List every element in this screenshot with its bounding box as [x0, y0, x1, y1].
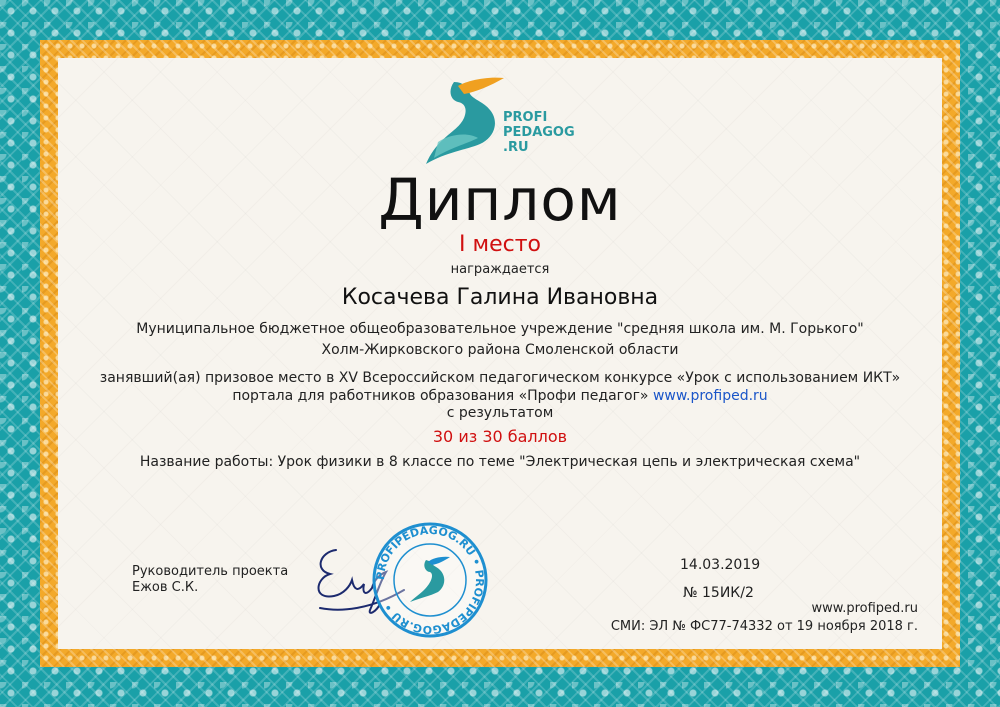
organization-line-1: Муниципальное бюджетное общеобразовательное учреждение "средняя школа им. М. Горького" [136, 321, 864, 337]
site-url: www.profiped.ru [811, 601, 918, 616]
diploma-title: Диплом [378, 166, 622, 234]
recipient-name: Косачева Галина Ивановна [341, 285, 659, 310]
leader-title: Руководитель проекта [132, 564, 289, 579]
portal-link[interactable]: www.profiped.ru [652, 388, 768, 404]
logo-wordmark [503, 110, 583, 155]
contest-line-2 [0, 387, 1000, 405]
logo-line-2: PEDAGOG [503, 125, 575, 140]
stamp-seal [370, 520, 490, 640]
media-registration: СМИ: ЭЛ № ФС77-74332 от 19 ноября 2018 г. [610, 619, 918, 634]
awarded-label: награждается [450, 262, 550, 277]
stamp-text: PROFIPEDAGOG.RU • PROFIPEDAGOG.RU • [373, 523, 487, 637]
portal-text: портала для работников образования «Профи педагог» [232, 388, 649, 404]
logo-line-3: .RU [503, 140, 529, 155]
work-title: Название работы: Урок физики в 8 классе по теме "Электрическая цепь и электрическая схема" [139, 454, 861, 470]
issue-date: 14.03.2019 [680, 557, 761, 573]
logo-line-1: PROFI [503, 110, 548, 125]
contest-line-1: занявший(ая) призовое место в XV Всероссийском педагогическом конкурсе «Урок с использованием ИКТ» [99, 370, 901, 386]
score-value: 30 из 30 баллов [432, 427, 568, 446]
place-label: I место [459, 232, 541, 257]
leader-name: Ежов С.К. [132, 580, 199, 595]
organization-line-2: Холм-Жирковского района Смоленской области [321, 342, 679, 358]
diploma-number: № 15ИК/2 [683, 585, 754, 601]
result-label: с результатом [446, 405, 554, 421]
pelican-logo-icon [418, 72, 508, 172]
